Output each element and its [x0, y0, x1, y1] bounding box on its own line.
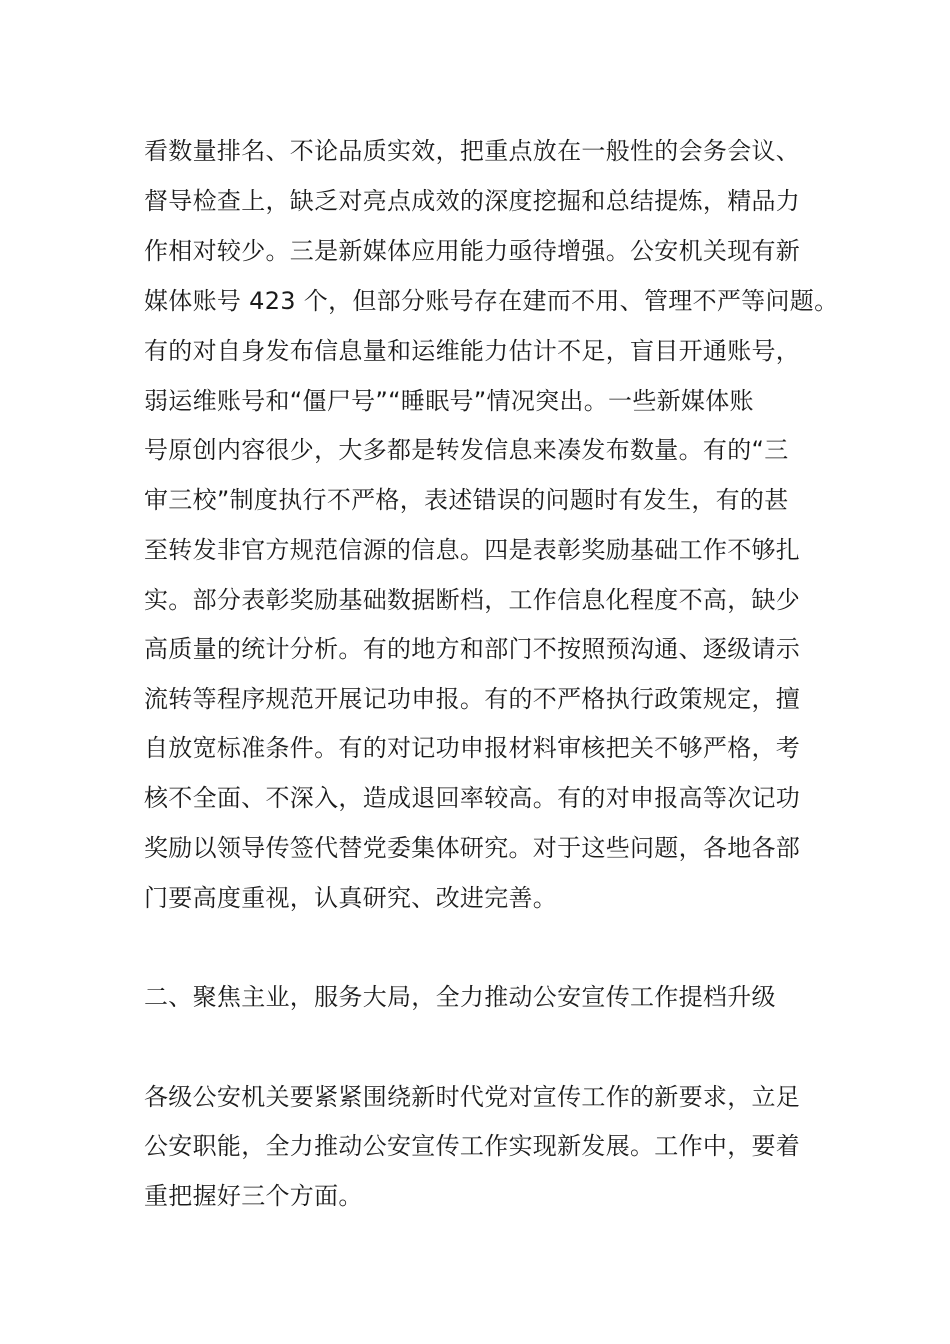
- text-line: 重把握好三个方面。: [144, 1182, 363, 1210]
- text-line: 有的对自身发布信息量和运维能力估计不足，盲目开通账号，: [144, 337, 801, 365]
- text-line: 公安职能，全力推动公安宣传工作实现新发展。工作中，要着: [144, 1132, 801, 1160]
- text-line: 高质量的统计分析。有的地方和部门不按照预沟通、逐级请示: [144, 635, 801, 663]
- text-line: 奖励以领导传签代替党委集体研究。对于这些问题，各地各部: [144, 834, 801, 862]
- text-line: 自放宽标准条件。有的对记功申报材料审核把关不够严格，考: [144, 734, 801, 762]
- text-line: 至转发非官方规范信源的信息。四是表彰奖励基础工作不够扎: [144, 536, 801, 564]
- text-line: 督导检查上，缺乏对亮点成效的深度挖掘和总结提炼，精品力: [144, 187, 801, 215]
- text-line: 弱运维账号和“僵尸号”“睡眠号”情况突出。一些新媒体账: [144, 387, 754, 415]
- text-line: 号原创内容很少，大多都是转发信息来凑发布数量。有的“三: [144, 436, 789, 464]
- section-heading: 二、聚焦主业，服务大局，全力推动公安宣传工作提档升级: [144, 983, 776, 1011]
- text-line: 审三校”制度执行不严格，表述错误的问题时有发生，有的甚: [144, 486, 789, 514]
- text-line: 媒体账号 423 个，但部分账号存在建而不用、管理不严等问题。: [144, 287, 839, 315]
- text-line: 看数量排名、不论品质实效，把重点放在一般性的会务会议、: [144, 137, 801, 165]
- text-line: 实。部分表彰奖励基础数据断档，工作信息化程度不高，缺少: [144, 586, 801, 614]
- text-line: 流转等程序规范开展记功申报。有的不严格执行政策规定，擅: [144, 685, 801, 713]
- text-line: 核不全面、不深入，造成退回率较高。有的对申报高等次记功: [144, 784, 801, 812]
- text-line: 门要高度重视，认真研究、改进完善。: [144, 884, 558, 912]
- text-line: 作相对较少。三是新媒体应用能力亟待增强。公安机关现有新: [144, 237, 801, 265]
- text-line: 各级公安机关要紧紧围绕新时代党对宣传工作的新要求，立足: [144, 1083, 801, 1111]
